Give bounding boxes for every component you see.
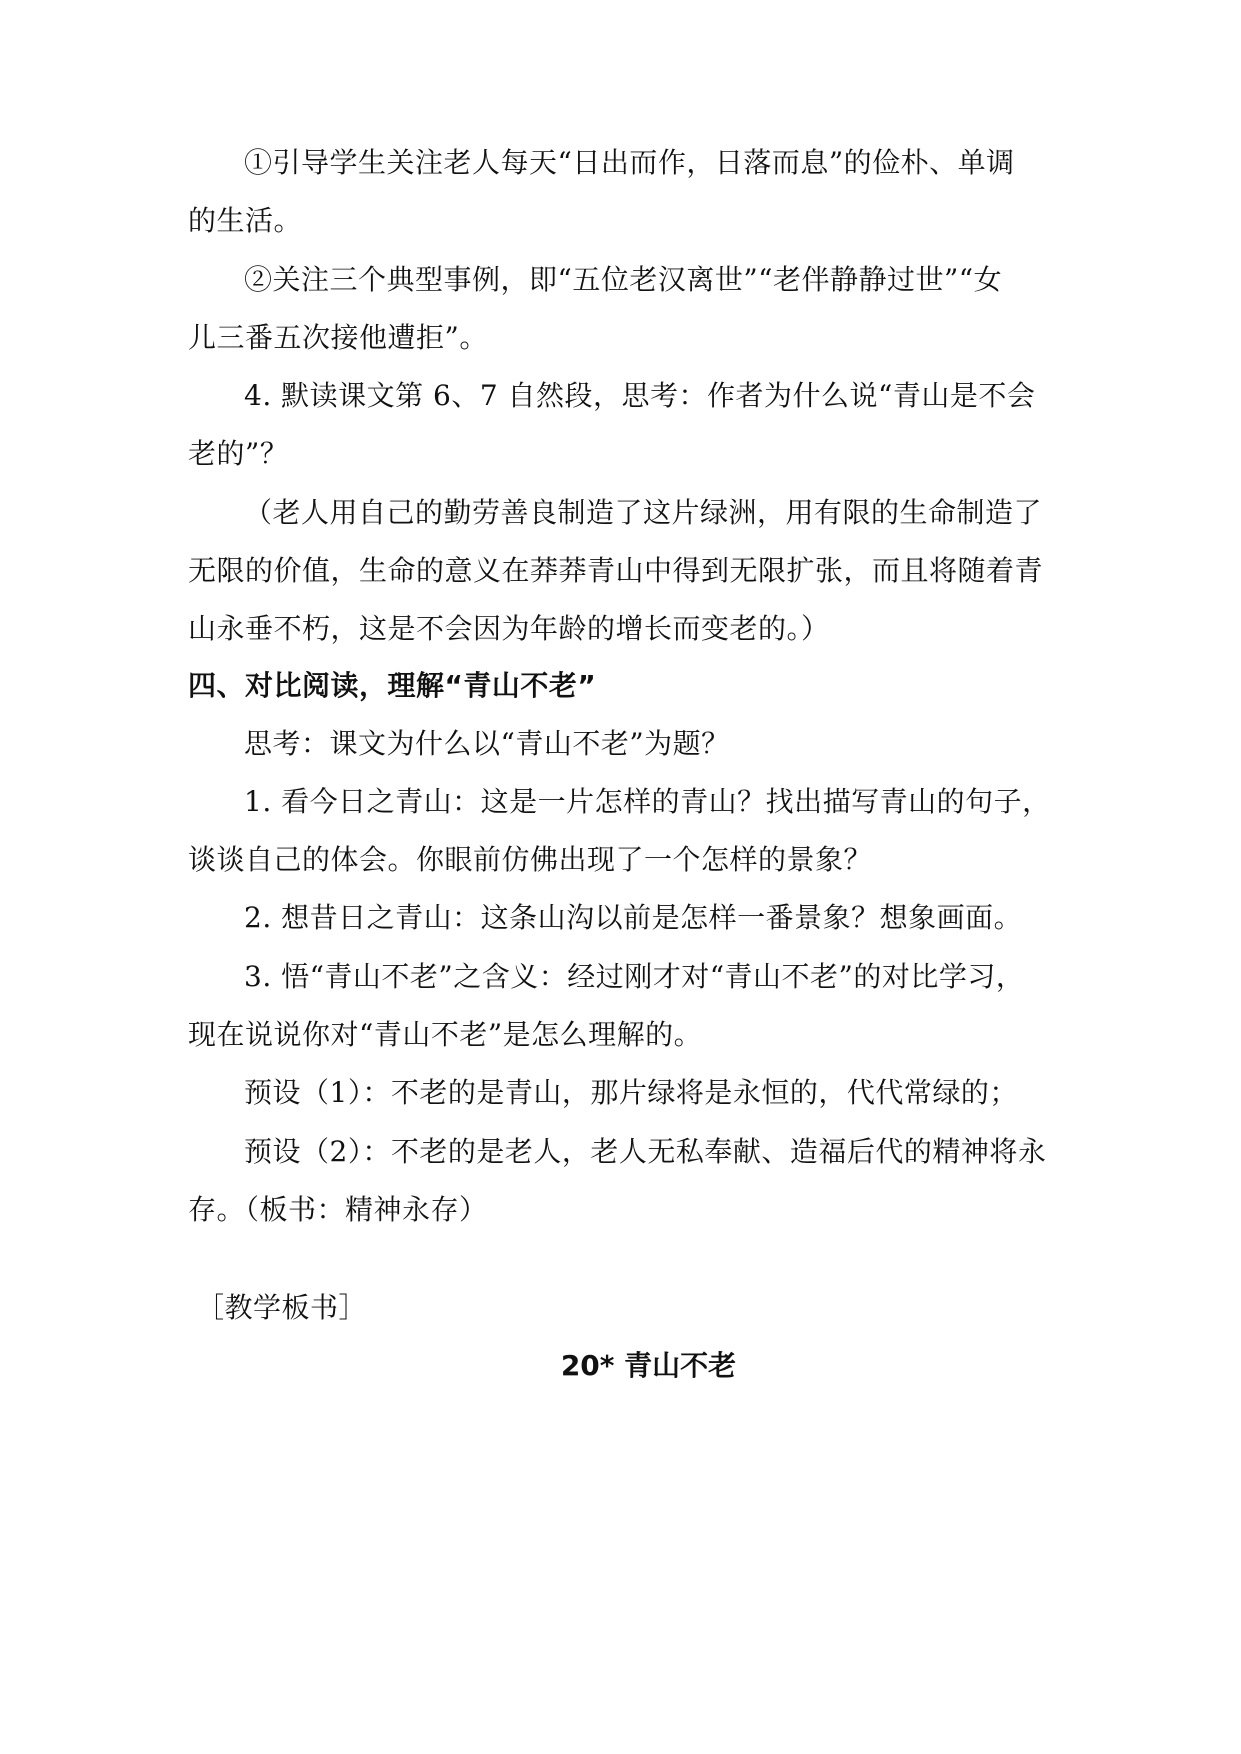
question-4-line-1: 4. 默读课文第 6、7 自然段，思考：作者为什么说“青山是不会 (244, 379, 1036, 412)
item-3-line-1: 3. 悟“青山不老”之含义：经过刚才对“青山不老”的对比学习， (244, 960, 1025, 993)
answer-line-2: 无限的价值，生命的意义在莽莽青山中得到无限扩张，而且将随着青 (188, 554, 1044, 587)
board-title: 20* 青山不老 (560, 1349, 737, 1382)
paragraph-1-line-2: 的生活。 (188, 204, 303, 237)
answer-line-3: 山永垂不朽，这是不会因为年龄的增长而变老的。） (188, 612, 830, 645)
item-1-line-2: 谈谈自己的体会。你眼前仿佛出现了一个怎样的景象？ (188, 843, 873, 876)
item-2: 2. 想昔日之青山：这条山沟以前是怎样一番景象？想象画面。 (244, 901, 1023, 934)
item-3-line-2: 现在说说你对“青山不老”是怎么理解的。 (188, 1018, 703, 1051)
paragraph-2-line-1: ②关注三个典型事例，即“五位老汉离世”“老伴静静过世”“女 (244, 263, 1003, 296)
section-4-heading: 四、对比阅读，理解“青山不老” (188, 669, 597, 702)
preset-2-line-2: 存。（板书：精神永存） (188, 1193, 488, 1226)
preset-1: 预设（1）：不老的是青山，那片绿将是永恒的，代代常绿的； (244, 1076, 1018, 1109)
item-1-line-1: 1. 看今日之青山：这是一片怎样的青山？找出描写青山的句子， (244, 785, 1051, 818)
preset-2-line-1: 预设（2）：不老的是老人，老人无私奉献、造福后代的精神将永 (244, 1135, 1047, 1168)
board-label: ［教学板书］ (196, 1291, 368, 1324)
paragraph-1-line-1: ①引导学生关注老人每天“日出而作，日落而息”的俭朴、单调 (244, 146, 1015, 179)
think-question: 思考：课文为什么以“青山不老”为题？ (244, 727, 730, 760)
answer-line-1: （老人用自己的勤劳善良制造了这片绿洲，用有限的生命制造了 (244, 496, 1043, 529)
question-4-line-2: 老的”？ (188, 437, 289, 470)
paragraph-2-line-2: 儿三番五次接他遭拒”。 (188, 321, 488, 354)
